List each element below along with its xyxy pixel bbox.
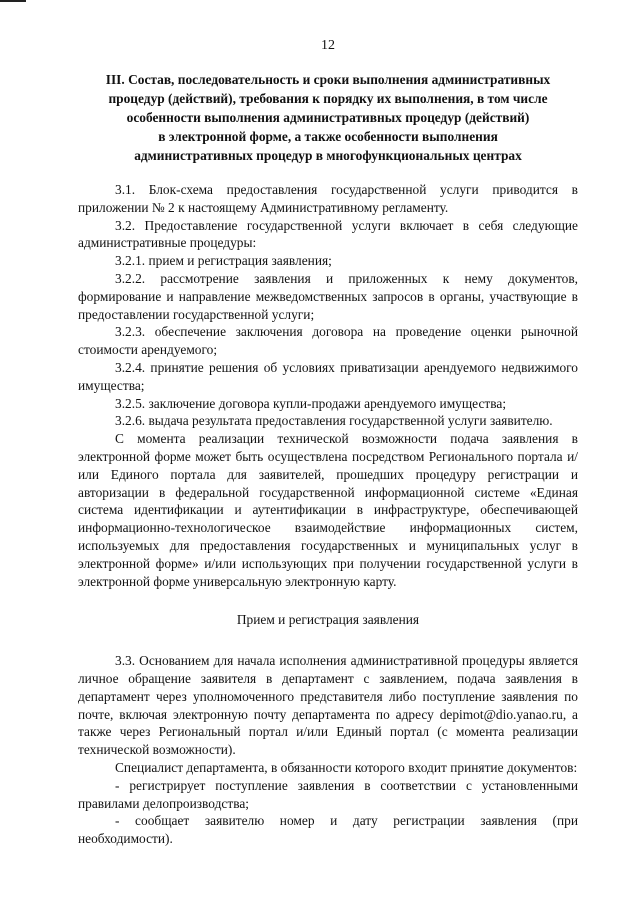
paragraph-electronic-form: С момента реализации технической возможности подача заявления в электронной форме может быть осуществлена посредством Регионального портала и/или Единого портала для заявителей, прошедших процедуру регистрации и авторизации в федеральной государственной информационной системе «Единая система идентификации и аутентификации в инфраструктуре, обеспечивающей информационно-технологическое взаимодействие информационных систем, используемых для предоставления государственных и муниципальных услуг в электронной форме» и/или использующих при получении государственной услуги в электронной форме универсальную электронную карту.	[78, 431, 578, 589]
paragraph-3-2: 3.2. Предоставление государственной услуги включает в себя следующие административные процедуры:	[78, 217, 578, 251]
paragraph-3-1: 3.1. Блок-схема предоставления государственной услуги приводится в приложении № 2 к настоящему Административному регламенту.	[78, 182, 578, 215]
subsection-title: Прием и регистрация заявления	[236, 612, 420, 628]
heading-line: процедур (действий), требования к порядку их выполнения, в том числе	[108, 91, 548, 106]
heading-line: III. Состав, последовательность и сроки выполнения административных	[105, 72, 551, 87]
heading-line: особенности выполнения административных процедур (действий)	[126, 110, 530, 125]
heading-line: в электронной форме, а также особенности выполнения	[158, 129, 498, 144]
page-number: 12	[321, 38, 335, 53]
item-3-2-3: 3.2.3. обеспечение заключения договора на проведение оценки рыночной стоимости арендуемого;	[78, 324, 578, 358]
heading-line: административных процедур в многофункциональных центрах	[134, 148, 522, 163]
paragraph-3-3: 3.3. Основанием для начала исполнения административной процедуры является личное обращение заявителя в департамент с заявлением, подача заявления в департамент через уполномоченного представителя либо поступление заявления по почте, включая электронную почту департамента по адресу depimot@dio.yanao.ru, а также через Региональный портал и/или Единый портал (с момента реализации технической возможности).	[78, 653, 578, 758]
item-3-2-1: 3.2.1. прием и регистрация заявления;	[115, 253, 332, 269]
list-item-informs: - сообщает заявителю номер и дату регистрации заявления (при необходимости).	[78, 813, 578, 847]
document-page	[78, 38, 578, 848]
paragraph-specialist: Специалист департамента, в обязанности которого входит принятие документов:	[115, 759, 578, 775]
item-3-2-5: 3.2.5. заключение договора купли-продажи арендуемого имущества;	[115, 395, 507, 411]
item-3-2-4: 3.2.4. принятие решения об условиях приватизации арендуемого недвижимого имущества;	[78, 359, 578, 393]
section-heading	[78, 70, 578, 165]
item-3-2-2: 3.2.2. рассмотрение заявления и приложенных к нему документов, формирование и направление межведомственных запросов в органы, участвующие в предоставлении государственной услуги;	[78, 270, 578, 322]
list-item-registers: - регистрирует поступление заявления в соответствии с установленными правилами делопроизводства;	[78, 777, 578, 811]
scan-corner-mark	[0, 0, 26, 2]
item-3-2-6: 3.2.6. выдача результата предоставления государственной услуги заявителю.	[115, 413, 553, 429]
